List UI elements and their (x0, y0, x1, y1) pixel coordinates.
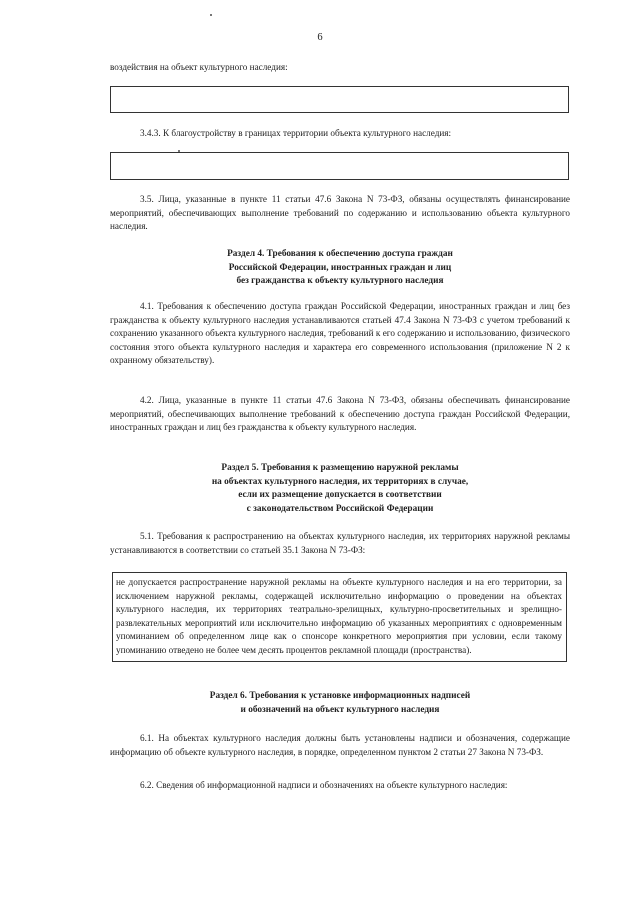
heading-line: Российской Федерации, иностранных граждан и лиц (228, 262, 452, 273)
paragraph-6-1: 6.1. На объектах культурного наследия должны быть установлены надписи и обозначения, содержащие информацию об объекте культурного наследия, в порядке, определенном пунктом 2 статьи 27 Закона N 73-ФЗ. (110, 733, 570, 757)
paragraph-4-1: 4.1. Требования к обеспечению доступа граждан Российской Федерации, иностранных граждан и лиц без гражданства к объекту культурного наследия устанавливаются статьей 47.4 Закона N 73-ФЗ с учетом требований к сохранению указанного объекта культурного наследия, требований к его содержанию и использованию, физического состояния этого объекта культурного наследия и характера его современного использования (приложение N 2 к охранному обязательству). (110, 301, 570, 366)
paragraph-4-2: 4.2. Лица, указанные в пункте 11 статьи 47.6 Закона N 73-ФЗ, обязаны обеспечивать финансирование мероприятий, обеспечивающих выполнение требований к обеспечению доступа граждан Российской Федерации, иностранных граждан и лиц без гражданства к объекту культурного наследия. (110, 395, 570, 433)
heading-line: без гражданства к объекту культурного наследия (236, 276, 444, 287)
intro-line: воздействия на объект культурного наследия: (110, 62, 288, 72)
heading-line: если их размещение допускается в соответствии (238, 490, 442, 501)
heading-line: Раздел 6. Требования к установке информационных надписей (209, 691, 471, 701)
paragraph-6-2: 6.2. Сведения об информационной надписи и обозначениях на объекте культурного наследия: (140, 780, 508, 790)
heading-line: и обозначений на объект культурного наследия (240, 704, 440, 715)
section-5-heading (110, 462, 570, 516)
paragraph-3-5: 3.5. Лица, указанные в пункте 11 статьи 47.6 Закона N 73-ФЗ, обязаны осуществлять финансирование мероприятий, обеспечивающих выполнение требований по содержанию и использованию объекта культурного наследия. (110, 194, 570, 232)
empty-table-box (110, 86, 569, 113)
section-4-heading (110, 248, 570, 289)
scan-speck (210, 14, 212, 16)
advertising-requirements-box: не допускается распространение наружной рекламы на объекте культурного наследия и на его территории, за исключением наружной рекламы, содержащей исключительно информацию о проведении на объектах культурного наследия, их территориях театрально-зрелищных, культурно-просветительных и зрелищно-развлекательных мероприятий или исключительно информацию об указанных мероприятиях с одновременным упоминанием об определенном лице как о спонсоре конкретного мероприятия при условии, если такому упоминанию отведено не более чем десять процентов рекламной площади (пространства). (112, 572, 567, 662)
heading-line: с законодательством Российской Федерации (246, 503, 434, 514)
heading-line: Раздел 4. Требования к обеспечению доступа граждан (227, 249, 453, 259)
heading-line: Раздел 5. Требования к размещению наружной рекламы (221, 463, 459, 473)
paragraph-3-4-3: 3.4.3. К благоустройству в границах территории объекта культурного наследия: (140, 128, 452, 138)
empty-table-box (110, 152, 569, 180)
heading-line: на объектах культурного наследия, их территориях в случае, (211, 476, 469, 487)
section-6-heading (110, 690, 570, 717)
page-number: 6 (317, 32, 323, 43)
paragraph-5-1: 5.1. Требования к распространению на объектах культурного наследия, их территориях наружной рекламы устанавливаются в соответствии со статьей 35.1 Закона N 73-ФЗ: (110, 531, 570, 555)
